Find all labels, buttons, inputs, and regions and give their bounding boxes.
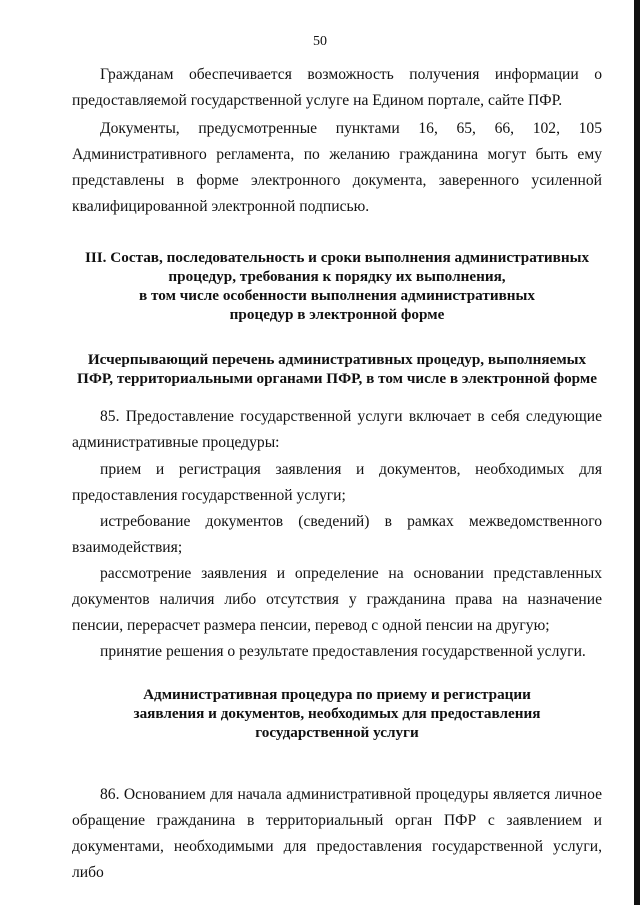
section-heading-3 xyxy=(72,248,602,324)
section-heading-3-line-3: в том числе особенности выполнения административных xyxy=(139,287,535,304)
procedures-list-heading-line-2: ПФР, территориальными органами ПФР, в том числе в электронной форме xyxy=(77,370,597,387)
scan-edge xyxy=(634,0,640,905)
paragraph-electronic-documents: Документы, предусмотренные пунктами 16, 65, 66, 102, 105 Административного регламента, по желанию гражданина могут быть ему представлены в форме электронного документа, заверенного усиленной квалифицированной электронной подписью. xyxy=(72,120,602,215)
procedure-item-4: принятие решения о результате предоставления государственной услуги. xyxy=(100,643,586,660)
section-heading-3-line-1: III. Состав, последовательность и сроки выполнения административных xyxy=(84,249,590,266)
page-number: 50 xyxy=(313,34,327,49)
section-heading-3-line-4: процедур в электронной форме xyxy=(229,306,445,323)
procedures-list-heading-line-1: Исчерпывающий перечень административных процедур, выполняемых xyxy=(87,351,587,368)
paragraph-portal-info: Гражданам обеспечивается возможность получения информации о предоставляемой государственной услуге на Едином портале, сайте ПФР. xyxy=(72,66,602,109)
procedure-item-2: истребование документов (сведений) в рамках межведомственного взаимодействия; xyxy=(72,513,602,556)
procedure-item-3: рассмотрение заявления и определение на основании представленных документов наличия либо отсутствия у гражданина права на назначение пенсии, перерасчет размера пенсии, перевод с одной пенсии на другую; xyxy=(72,565,602,634)
section-heading-3-line-2: процедур, требования к порядку их выполнения, xyxy=(168,268,506,285)
procedure-item-1: прием и регистрация заявления и документов, необходимых для предоставления государственной услуги; xyxy=(72,461,602,504)
paragraph-86: 86. Основанием для начала административной процедуры является личное обращение гражданина в территориальный орган ПФР с заявлением и документами, необходимыми для предоставления государственной услуги, либо xyxy=(72,786,602,881)
procedure-heading-line-1: Административная процедура по приему и регистрации xyxy=(143,686,531,703)
procedure-heading-line-2: заявления и документов, необходимых для предоставления xyxy=(133,705,541,722)
procedures-list-heading xyxy=(72,350,602,388)
procedure-heading-line-3: государственной услуги xyxy=(255,724,419,741)
paragraph-85: 85. Предоставление государственной услуги включает в себя следующие административные процедуры: xyxy=(72,408,602,451)
procedure-heading xyxy=(72,685,602,742)
